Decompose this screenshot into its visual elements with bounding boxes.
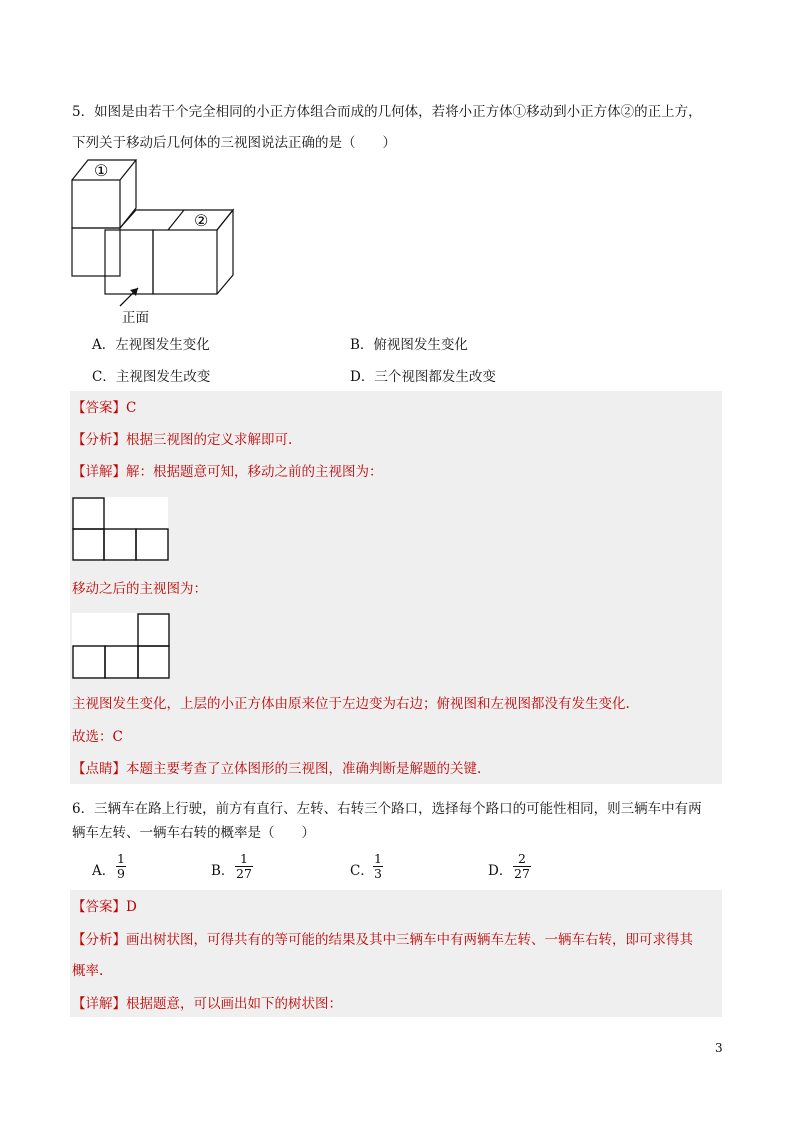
- q6-stem-line2: 辆车左转、一辆车右转的概率是（ ）: [72, 825, 315, 841]
- q5-comment: 【点睛】本题主要考查了立体图形的三视图，准确判断是解题的关键.: [72, 761, 482, 777]
- q6-analysis-line2: 概率.: [72, 963, 104, 979]
- q5-option-b: B．俯视图发生变化: [350, 337, 468, 353]
- q6-option-c-letter: C．: [350, 863, 374, 879]
- q6-stem-line1: 6．三辆车在路上行驶，前方有直行、左转、右转三个路口，选择每个路口的可能性相同，则三辆车中有两: [72, 801, 702, 817]
- q5-analysis: 【分析】根据三视图的定义求解即可.: [72, 432, 293, 448]
- q6-option-b-fraction: $\frac{1}{27}$: [236, 851, 252, 881]
- q5-cube-figure: [70, 155, 245, 335]
- q5-label-1: ①: [94, 161, 109, 180]
- front-view-after: [72, 613, 172, 679]
- q6-detail: 【详解】根据题意，可以画出如下的树状图：: [72, 996, 342, 1012]
- q6-option-d-fraction: $\frac{2}{27}$: [514, 851, 530, 881]
- q5-detail: 【详解】解：根据题意可知，移动之前的主视图为：: [72, 464, 383, 480]
- q5-stem-line1: 5．如图是由若干个完全相同的小正方体组合而成的几何体，若将小正方体①移动到小正方体②的正上方，: [72, 104, 702, 120]
- q5-front-label: 正面: [122, 310, 149, 326]
- q6-analysis-line1: 【分析】画出树状图，可得共有的等可能的结果及其中三辆车中有两辆车左转、一辆车右转，即可求得其: [72, 932, 693, 948]
- q5-explain: 主视图发生变化，上层的小正方体由原来位于左边变为右边；俯视图和左视图都没有发生变化.: [72, 696, 630, 712]
- q6-option-b-letter: B．: [211, 863, 235, 879]
- q5-option-c: C．主视图发生改变: [92, 369, 211, 385]
- q5-label-2: ②: [194, 211, 209, 230]
- q6-answer: 【答案】D: [72, 899, 137, 915]
- q6-option-a-fraction: $\frac{1}{9}$: [117, 851, 125, 881]
- page-number: 3: [715, 1041, 723, 1055]
- q5-after-text: 移动之后的主视图为：: [72, 581, 207, 597]
- front-view-before: [72, 497, 172, 563]
- q5-stem-line2: 下列关于移动后几何体的三视图说法正确的是（ ）: [72, 135, 396, 151]
- q5-choose: 故选：C: [72, 729, 123, 745]
- q5-option-a: A．左视图发生变化: [92, 337, 210, 353]
- q5-answer: 【答案】C: [72, 400, 137, 416]
- q6-option-d-letter: D．: [488, 863, 513, 879]
- q6-option-a-letter: A．: [92, 863, 116, 879]
- q5-option-d: D．三个视图都发生改变: [350, 369, 496, 385]
- q6-option-c-fraction: $\frac{1}{3}$: [374, 851, 382, 881]
